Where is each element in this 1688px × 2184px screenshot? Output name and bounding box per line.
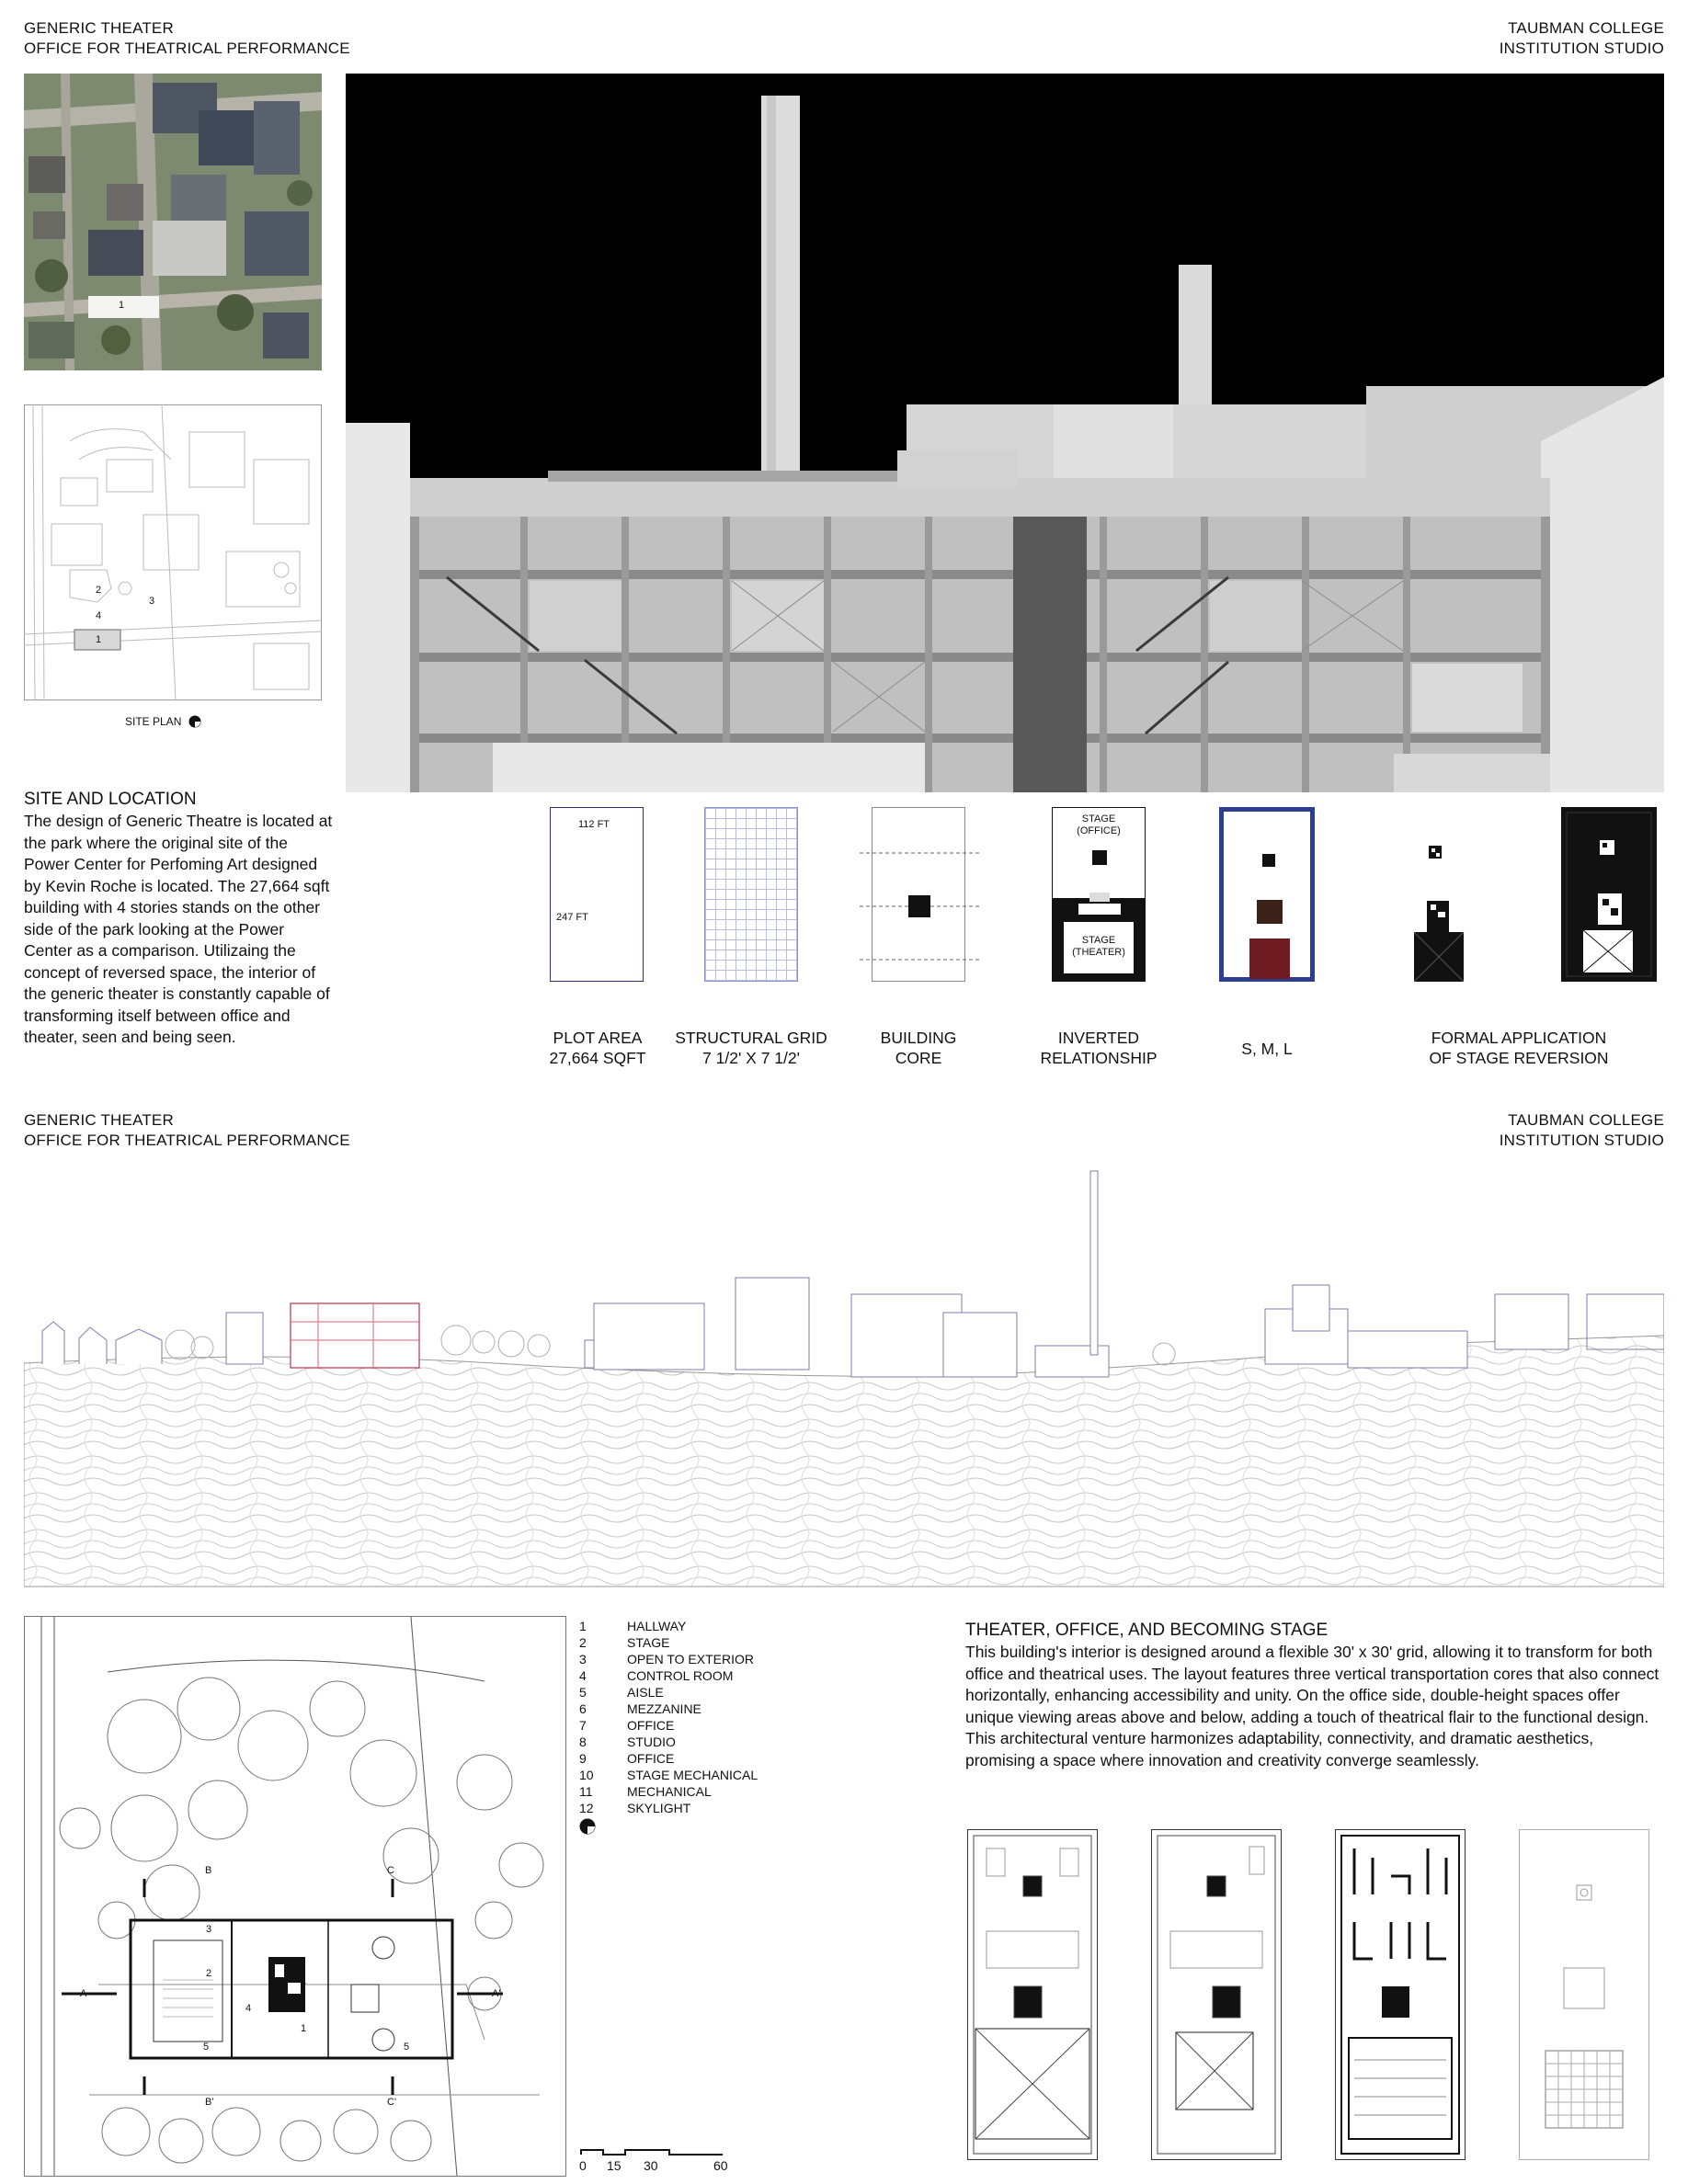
caption-sml <box>1184 1039 1350 1059</box>
plan-room-5b: 5 <box>404 2042 410 2053</box>
legend-item <box>579 1684 781 1701</box>
project-subtitle-2: OFFICE FOR THEATRICAL PERFORMANCE <box>24 1132 350 1149</box>
stage-office-line2: (OFFICE) <box>1077 825 1121 836</box>
section-marker-a: A <box>80 1988 87 1999</box>
plan-room-1b: 1 <box>301 1975 307 1986</box>
legend-number: 2 <box>579 1635 587 1650</box>
site-plan-label-2: 2 <box>96 585 102 596</box>
caption-reversion-line1: FORMAL APPLICATION <box>1431 1029 1607 1047</box>
diagram-sml <box>1219 807 1315 982</box>
site-text: The design of Generic Theatre is located at the park where the original site of the Power Center for Perfoming Art designed by Kevin Roche is located. The 27,664 sqft building with 4 stories stands on the other side of the park looking at the Power Center as a comparison. Utilizaing the concept of reversed space, the interior of the generic theater is constantly capable of transforming itself between office and theater, seen and being seen. <box>24 812 333 1046</box>
legend-number: 7 <box>579 1718 587 1733</box>
core-slot <box>1078 904 1121 915</box>
legend-item <box>579 1701 781 1717</box>
project-title: GENERIC THEATER <box>24 19 174 37</box>
caption-grid-line1: STRUCTURAL GRID <box>675 1029 827 1047</box>
legend-label: AISLE <box>627 1685 664 1700</box>
caption-building-core <box>836 1028 1001 1068</box>
caption-core-line2: CORE <box>895 1049 942 1067</box>
project-subtitle: OFFICE FOR THEATRICAL PERFORMANCE <box>24 40 350 57</box>
legend-label: STUDIO <box>627 1735 676 1749</box>
scale-tick-15: 15 <box>607 2158 622 2173</box>
site-plan-label-3: 3 <box>149 596 155 607</box>
legend-number: 4 <box>579 1668 587 1683</box>
legend-label: STAGE <box>627 1635 670 1650</box>
plot-width-label: 112 FT <box>578 819 610 830</box>
section-marker-c-prime: C' <box>387 2097 397 2108</box>
legend-number: 8 <box>579 1735 587 1749</box>
caption-structural-grid <box>668 1028 834 1068</box>
plan-room-4: 4 <box>245 2003 252 2014</box>
legend-item <box>579 1783 781 1800</box>
site-title: SITE AND LOCATION <box>24 790 197 809</box>
plan-north-arrow-icon <box>579 1818 781 1835</box>
theater-office-description <box>965 1620 1666 1771</box>
sheet2-header-left <box>24 1110 350 1151</box>
floor-plan-2 <box>1151 1829 1282 2160</box>
project-title-2: GENERIC THEATER <box>24 1111 174 1129</box>
plan-room-3: 3 <box>206 1924 212 1935</box>
medium-square <box>1257 900 1283 924</box>
theater-office-title: THEATER, OFFICE, AND BECOMING STAGE <box>965 1621 1329 1640</box>
theater-office-text: This building's interior is designed around a flexible 30' x 30' grid, allowing it to transform for both office and theatrical uses. The layout features three vertical transportation cores that also connect horizontally, enhancing accessibility and unity. On the office side, double-height spaces offer unique viewing areas above and below, adding a touch of theatrical flair to the functional design. This architectural venture harmonizes adaptability, connectivity, and dramatic aesthetics, promising a space where innovation and creativity converge seamlessly. <box>965 1643 1659 1769</box>
legend-item <box>579 1667 781 1684</box>
legend-number: 5 <box>579 1685 587 1700</box>
legend-label: HALLWAY <box>627 1619 687 1633</box>
large-square <box>1249 938 1290 979</box>
legend-item <box>579 1618 781 1634</box>
college-name-2: TAUBMAN COLLEGE <box>1508 1111 1664 1129</box>
scale-tick-0: 0 <box>579 2158 587 2173</box>
stage-theater-line1: STAGE <box>1081 935 1116 946</box>
aerial-photo <box>24 74 322 370</box>
site-plan <box>24 404 322 700</box>
floor-plan-1 <box>967 1829 1098 2160</box>
caption-sml-line1: S, M, L <box>1241 1040 1293 1058</box>
caption-inverted <box>1016 1028 1181 1068</box>
caption-inverted-line2: RELATIONSHIP <box>1040 1049 1158 1067</box>
caption-core-line1: BUILDING <box>880 1029 957 1047</box>
caption-plot-area-line1: PLOT AREA <box>553 1029 643 1047</box>
section-marker-c: C <box>387 1865 394 1876</box>
diagram-inverted-relationship <box>1052 807 1146 982</box>
legend-number: 3 <box>579 1652 587 1666</box>
diagram-plot-area <box>550 807 644 982</box>
stage-office-label <box>1053 813 1145 837</box>
legend-label: OFFICE <box>627 1718 675 1733</box>
section-marker-b: B <box>205 1865 212 1876</box>
legend-label: OPEN TO EXTERIOR <box>627 1652 754 1666</box>
caption-reversion-line2: OF STAGE REVERSION <box>1429 1049 1609 1067</box>
site-plan-caption <box>125 715 201 728</box>
legend-item <box>579 1651 781 1667</box>
legend-number: 1 <box>579 1619 587 1633</box>
legend-item <box>579 1717 781 1734</box>
building-section-render <box>346 74 1664 792</box>
plan-room-2: 2 <box>206 1968 212 1979</box>
caption-inverted-line1: INVERTED <box>1057 1029 1140 1047</box>
floor-plan-3 <box>1335 1829 1466 2160</box>
caption-plot-area-line2: 27,664 SQFT <box>549 1049 646 1067</box>
diagram-stage-reversion-small <box>1409 844 1469 982</box>
small-square <box>1262 854 1275 867</box>
section-marker-a-prime: A' <box>492 1988 501 1999</box>
legend-label: MEZZANINE <box>627 1701 701 1716</box>
legend-item <box>579 1750 781 1767</box>
studio-name-2: INSTITUTION STUDIO <box>1499 1132 1664 1149</box>
legend-label: MECHANICAL <box>627 1784 712 1799</box>
diagram-structural-grid <box>704 807 798 982</box>
core-connector <box>1089 893 1110 902</box>
stage-theater-box <box>1064 922 1134 973</box>
plan-room-5a: 5 <box>203 2042 210 2053</box>
plot-length-label: 247 FT <box>556 912 588 923</box>
legend-item <box>579 1800 781 1816</box>
aerial-site-label: 1 <box>119 300 125 311</box>
stage-theater-line2: (THEATER) <box>1072 947 1125 958</box>
legend-label: SKYLIGHT <box>627 1801 691 1815</box>
room-legend <box>579 1618 781 1835</box>
plan-room-1: 1 <box>301 2023 307 2034</box>
sheet1-header-left <box>24 18 350 59</box>
legend-number: 11 <box>579 1784 593 1799</box>
caption-stage-reversion <box>1409 1028 1629 1068</box>
site-elevation <box>24 1156 1664 1588</box>
caption-grid-line2: 7 1/2' X 7 1/2' <box>702 1049 800 1067</box>
legend-label: STAGE MECHANICAL <box>627 1768 758 1782</box>
scale-tick-60: 60 <box>713 2158 728 2173</box>
college-name: TAUBMAN COLLEGE <box>1508 19 1664 37</box>
scale-tick-30: 30 <box>644 2158 658 2173</box>
core-square <box>1092 850 1107 865</box>
stage-office-line1: STAGE <box>1081 813 1116 825</box>
site-plan-caption-text: SITE PLAN <box>125 715 182 728</box>
section-marker-b-prime: B' <box>205 2097 214 2108</box>
legend-label: CONTROL ROOM <box>627 1668 734 1683</box>
floor-plan-4-roof <box>1519 1829 1649 2160</box>
legend-number: 6 <box>579 1701 587 1716</box>
legend-item <box>579 1734 781 1750</box>
site-plan-label-1: 1 <box>96 634 102 645</box>
diagram-stage-reversion-large <box>1561 807 1657 982</box>
scale-bar <box>579 2147 728 2173</box>
legend-number: 9 <box>579 1751 587 1766</box>
legend-number: 12 <box>579 1801 594 1815</box>
studio-name: INSTITUTION STUDIO <box>1499 40 1664 57</box>
ground-floor-plan <box>24 1616 566 2177</box>
north-arrow-icon <box>188 715 201 728</box>
sheet2-header-right <box>1500 1110 1664 1151</box>
site-description <box>24 789 336 1049</box>
caption-plot-area <box>515 1028 680 1068</box>
legend-item <box>579 1767 781 1783</box>
sheet1-header-right <box>1500 18 1664 59</box>
diagram-building-core <box>872 807 965 982</box>
legend-item <box>579 1634 781 1651</box>
legend-number: 10 <box>579 1768 594 1782</box>
legend-label: OFFICE <box>627 1751 675 1766</box>
site-plan-label-4: 4 <box>96 610 102 621</box>
